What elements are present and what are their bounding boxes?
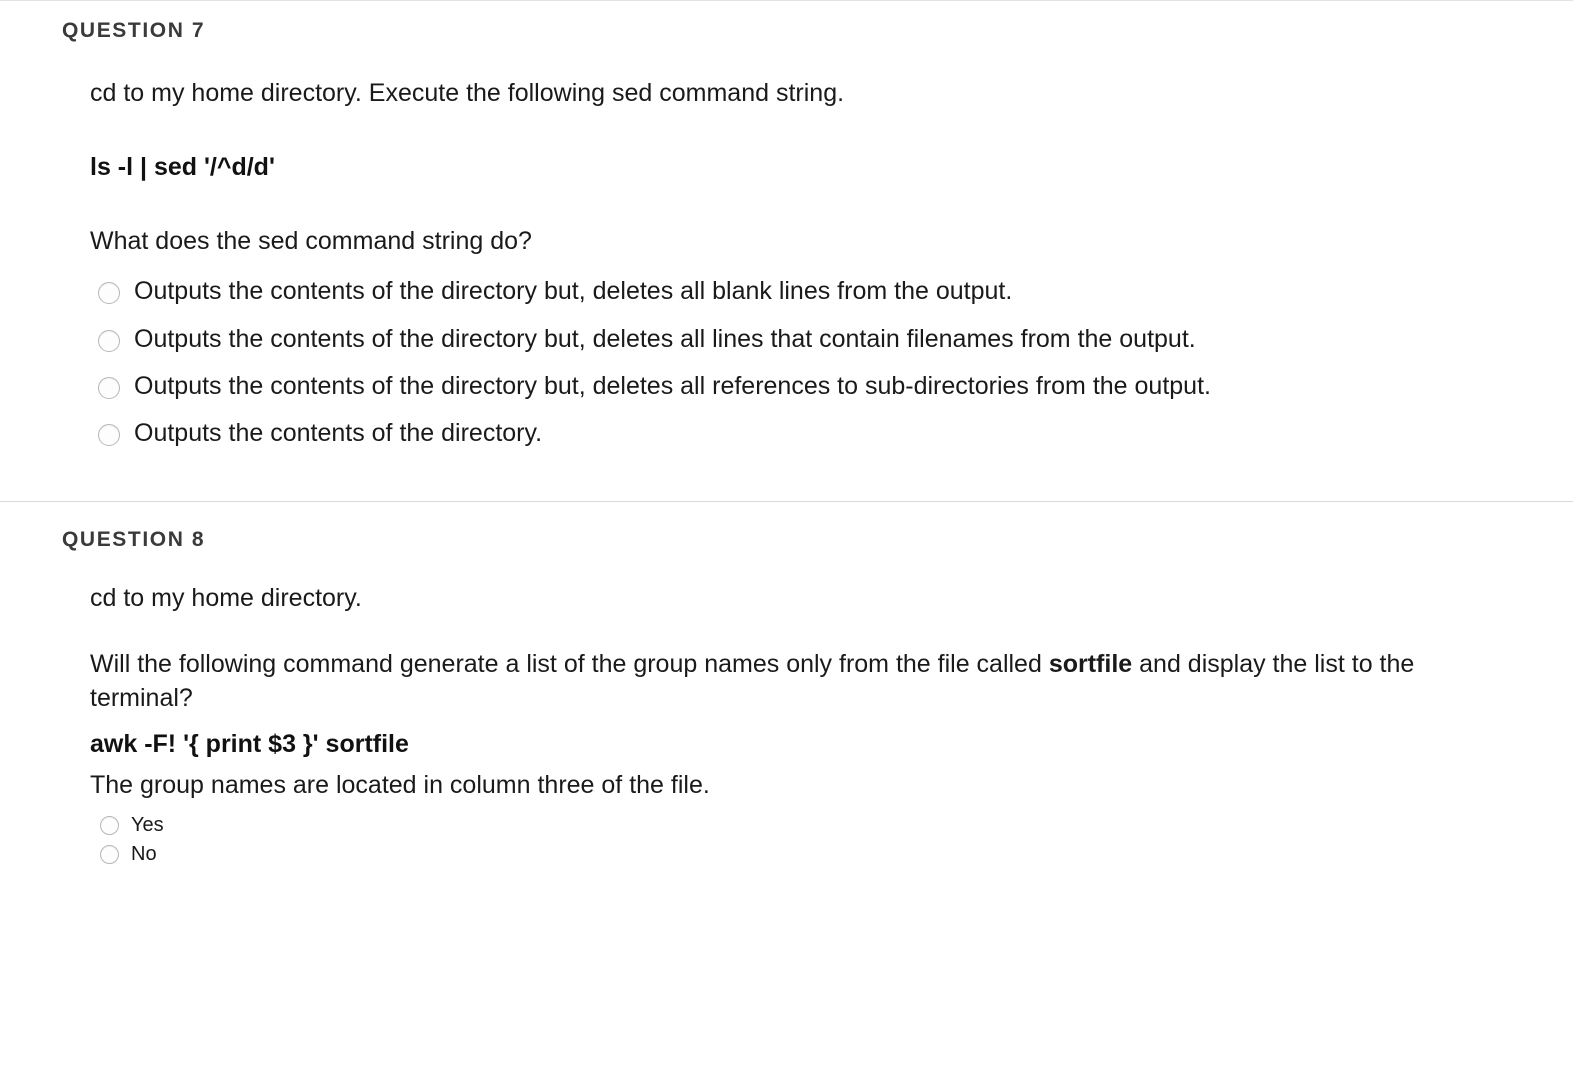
radio-icon[interactable] <box>98 424 120 446</box>
question-8-question <box>90 648 1510 716</box>
option-label: Outputs the contents of the directory but, deletes all references to sub-directories from the output. <box>134 371 1211 400</box>
question-block-8 <box>0 502 1573 901</box>
option-row[interactable] <box>90 842 1533 867</box>
radio-icon[interactable] <box>98 330 120 352</box>
option-row[interactable] <box>90 324 1533 355</box>
radio-icon[interactable] <box>98 282 120 304</box>
option-label: Outputs the contents of the directory but, deletes all lines that contain filenames from the output. <box>134 324 1196 353</box>
option-label: No <box>131 843 157 865</box>
question-7-number: 7 <box>191 19 205 42</box>
question-7-sub-prompt: What does the sed command string do? <box>90 226 532 255</box>
question-8-options <box>90 813 1533 867</box>
question-7-command: ls -l | sed '/^d/d' <box>90 152 275 181</box>
question-8-header-label: QUESTION <box>62 528 185 552</box>
radio-icon[interactable] <box>100 816 119 835</box>
question-8-header <box>62 524 1533 552</box>
question-8-filename: sortfile <box>1048 650 1133 678</box>
question-8-body <box>90 582 1533 867</box>
question-8-question-part2: and display the list to the terminal? <box>90 650 1415 712</box>
question-7-header <box>62 15 1533 43</box>
question-8-intro: cd to my home directory. <box>90 584 362 613</box>
option-label: Yes <box>131 814 164 836</box>
option-row[interactable] <box>90 371 1533 402</box>
question-7-header-label: QUESTION <box>62 19 185 42</box>
question-7-intro: cd to my home directory. Execute the following sed command string. <box>90 79 845 107</box>
question-8-question-part1: Will the following command generate a list of the group names only from the file called <box>90 650 1049 678</box>
option-label: Outputs the contents of the directory. <box>134 419 543 447</box>
option-row[interactable] <box>90 276 1533 307</box>
radio-icon[interactable] <box>98 377 120 399</box>
question-7-body <box>90 77 1533 449</box>
question-8-note: The group names are located in column three of the file. <box>90 771 710 800</box>
option-row[interactable] <box>90 418 1533 449</box>
option-row[interactable] <box>90 813 1533 838</box>
question-8-number: 8 <box>191 528 205 552</box>
question-7-options <box>90 276 1533 449</box>
question-8-command: awk -F! '{ print $3 }' sortfile <box>90 729 409 758</box>
option-label: Outputs the contents of the directory but, deletes all blank lines from the output. <box>134 277 1013 306</box>
question-block-7 <box>0 1 1573 502</box>
radio-icon[interactable] <box>100 845 119 864</box>
